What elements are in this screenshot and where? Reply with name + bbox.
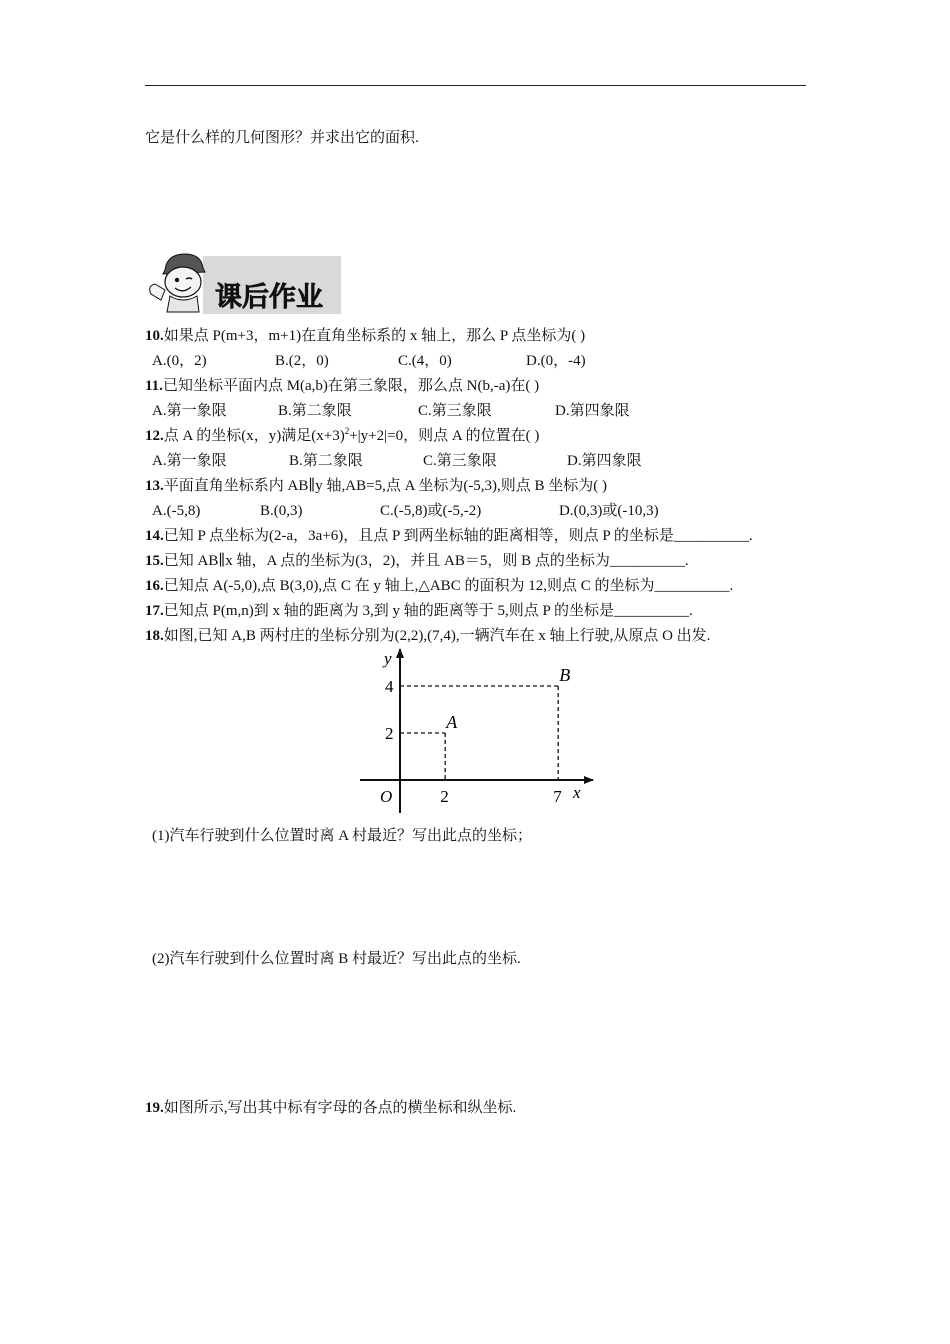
question-12 [145,426,539,446]
superscript: 2 [344,426,350,436]
y-axis-label: y [384,649,392,668]
option-d: D.(0，-4) [526,353,586,369]
point-label-b: B [559,665,571,685]
question-number: 19. [145,1100,164,1116]
question-number: 15. [145,553,164,569]
question-number: 10. [145,328,164,344]
question-text: +|y+2|=0，则点 A 的位置在( ) [349,428,540,444]
option-a: A.第一象限 [152,453,227,469]
question-10 [145,326,585,346]
option-d: D.第四象限 [555,403,630,419]
question-number: 12. [145,428,164,444]
question-text: 平面直角坐标系内 AB∥y 轴,AB=5,点 A 坐标为(-5,3),则点 B 坐标为( ) [163,478,608,494]
question-13 [145,476,607,496]
origin-label: O [380,787,393,806]
option-d: D.第四象限 [567,453,642,469]
banner-title: 课后作业 [215,282,323,312]
x-tick-label: 7 [553,787,562,806]
question-number: 13. [145,478,164,494]
question-15 [145,551,689,571]
question-number: 11. [145,378,163,394]
question-number: 18. [145,628,164,644]
sub-question-2: (2)汽车行驶到什么位置时离 B 村最近？写出此点的坐标. [152,951,521,967]
question-text: 已知点 A(-5,0),点 B(3,0),点 C 在 y 轴上,△ABC 的面积为 12,则点 C 的坐标为__________. [163,578,734,594]
option-c: C.第三象限 [423,453,497,469]
question-19 [145,1098,516,1118]
homework-banner [145,250,341,314]
question-17 [145,601,693,621]
question-number: 16. [145,578,164,594]
question-number: 14. [145,528,164,544]
mascot-icon [150,254,205,312]
question-text: 已知 P 点坐标为(2-a，3a+6)，且点 P 到两坐标轴的距离相等，则点 P 的坐标是__________. [163,528,753,544]
question-text: 如图,已知 A,B 两村庄的坐标分别为(2,2),(7,4),一辆汽车在 x 轴上行驶,从原点 O 出发. [163,628,711,644]
sub-question-1: (1)汽车行驶到什么位置时离 A 村最近？写出此点的坐标； [152,828,532,844]
option-d: D.(0,3)或(-10,3) [559,503,659,519]
option-b: B.第二象限 [289,453,363,469]
point-label-a: A [446,712,458,732]
question-18 [145,626,710,646]
option-a: A.(0，2) [152,353,207,369]
question-16 [145,576,733,596]
question-text: 如图所示,写出其中标有字母的各点的横坐标和纵坐标. [163,1100,517,1116]
coordinate-figure [355,645,600,815]
y-tick-label: 2 [385,724,394,743]
question-14 [145,526,753,546]
question-11 [145,376,539,396]
y-tick-label: 4 [385,677,394,696]
option-a: A.(-5,8) [152,503,201,519]
header-rule [145,85,806,86]
option-b: B.(0,3) [260,503,303,519]
option-c: C.第三象限 [418,403,492,419]
question-text: 已知 AB∥x 轴，A 点的坐标为(3，2)，并且 AB＝5，则 B 点的坐标为__________. [163,553,689,569]
option-a: A.第一象限 [152,403,227,419]
x-axis-label: x [573,783,581,802]
question-text: 已知点 P(m,n)到 x 轴的距离为 3,到 y 轴的距离等于 5,则点 P 的坐标是__________. [163,603,693,619]
question-text: 已知坐标平面内点 M(a,b)在第三象限，那么点 N(b,-a)在( ) [162,378,540,394]
question-text: 如果点 P(m+3，m+1)在直角坐标系的 x 轴上，那么 P 点坐标为( ) [163,328,586,344]
question-number: 17. [145,603,164,619]
option-b: B.第二象限 [278,403,352,419]
option-c: C.(-5,8)或(-5,-2) [380,503,482,519]
intro-text: 它是什么样的几何图形？并求出它的面积. [145,130,419,146]
option-b: B.(2，0) [275,353,329,369]
option-c: C.(4，0) [398,353,452,369]
question-text: 点 A 的坐标(x，y)满足(x+3) [163,428,345,444]
x-tick-label: 2 [440,787,449,806]
